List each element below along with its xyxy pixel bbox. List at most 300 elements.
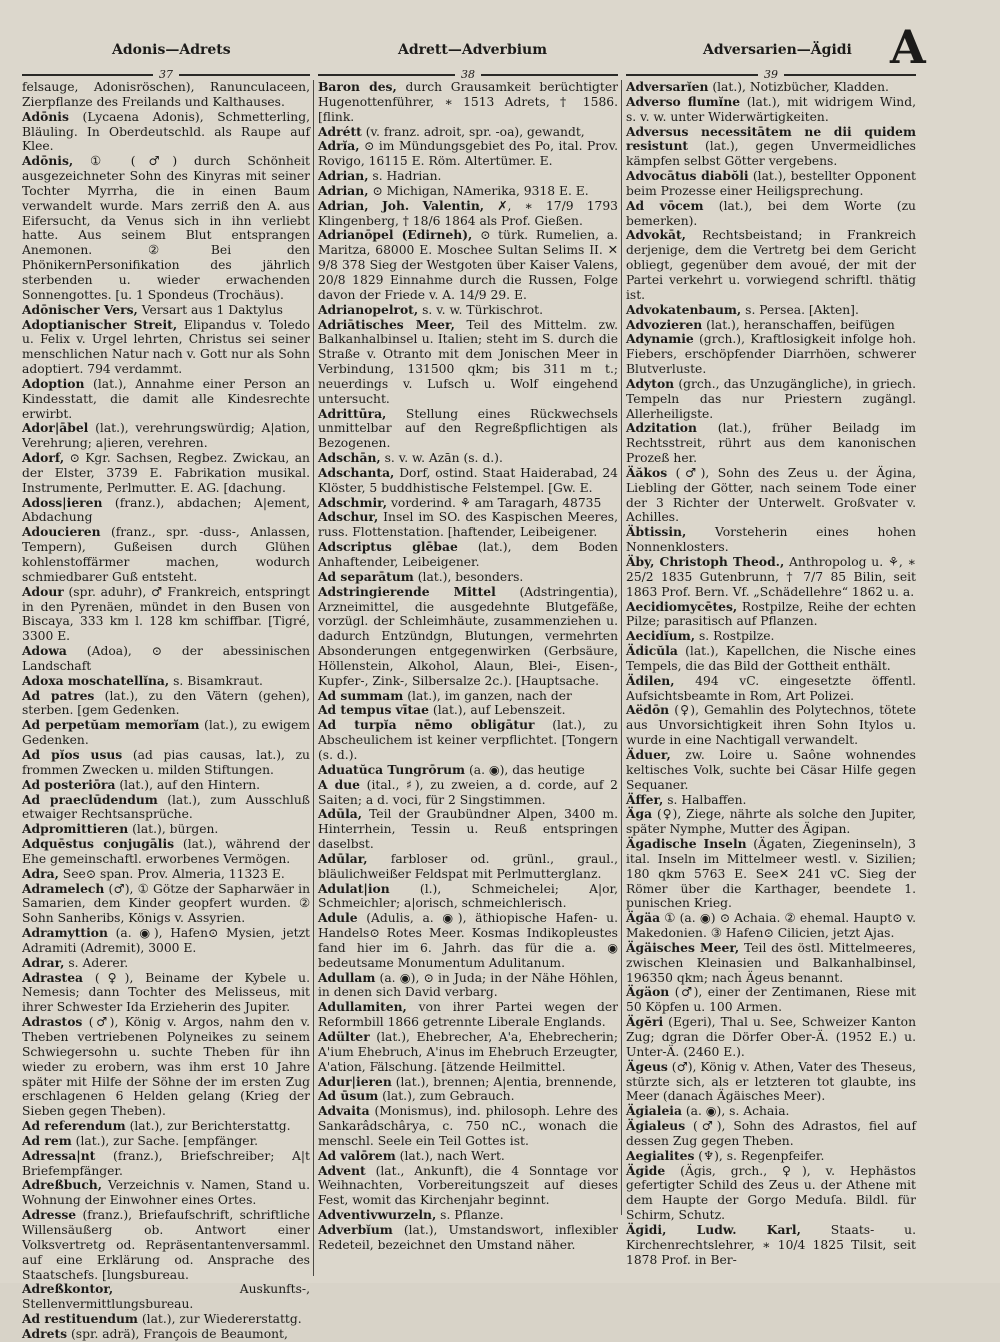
dictionary-entry [22, 644, 310, 674]
section-letter: A [890, 20, 926, 74]
entry-headword: Adrastea [22, 969, 83, 985]
entry-text: Dorf, ostind. Staat Haiderabad, 24 Klöster, 5 buddhistische Felstempel. [Gw. E. [318, 465, 618, 495]
entry-text: s. v. w. Azān (s. d.). [384, 451, 503, 466]
entry-text: (lat.), früher Beiladg im Rechtsstreit, rührt aus dem kanonischen Prozeß her. [626, 421, 916, 466]
dictionary-entry [318, 763, 618, 778]
entry-headword: Ad vōcem [626, 197, 704, 213]
dictionary-entry [22, 80, 310, 110]
dictionary-entry [626, 644, 916, 674]
entry-text: (lat.), während der Ehe gemeinschaftl. erworbenes Vermögen. [22, 837, 310, 866]
dictionary-entry [318, 703, 618, 718]
entry-text: (lat.), im ganzen, nach der [407, 688, 572, 703]
entry-headword: Adoption [22, 375, 85, 391]
dictionary-entry [318, 570, 618, 585]
entry-text: (lat.), brennen; A|entia, brennende, [395, 1074, 617, 1089]
rule-left [318, 74, 455, 76]
entry-text: (a. ◉), Hafen⊙ Mysien, jetzt Adramiti (Adremit), 3000 E. [22, 926, 310, 955]
dictionary-entry [626, 1149, 916, 1164]
column-3 [626, 80, 916, 1276]
entry-text: ⊙ Michigan, NAmerika, 9318 E. E. [372, 183, 589, 198]
rule-right [481, 74, 618, 76]
entry-headword: Äduer, [626, 746, 671, 762]
dictionary-entry [318, 1000, 618, 1030]
entry-headword: Ad ūsum [318, 1088, 379, 1104]
dictionary-entry [22, 318, 310, 377]
dictionary-entry [22, 748, 310, 778]
entry-text: (lat.), gegen Unvermeidliches kämpfen selbst Götter vergebens. [626, 139, 916, 169]
entry-text: (lat.), zur Sache. [empfänger. [75, 1133, 259, 1148]
column-number-1: 37 [159, 68, 173, 81]
entry-text: (Adulis, a. ◉), äthiopische Hafen- u. Handels⊙ Rotes Meer. Kosmas Indikopleustes fand hier im 6. Jahrh. das für die a. ◉ bedeutsame Monumentum Adulitanum. [318, 911, 618, 970]
entry-text: (Ägaten, Ziegeninseln), 3 ital. Inseln im Mittelmeer westl. v. Sizilien; 180 qkm 5763 E. See✕ 241 vC. Sieg der Römer über die Karthager, beendete 1. punischen Krieg. [626, 837, 916, 911]
dictionary-entry [22, 421, 310, 451]
entry-headword: Äga [626, 806, 653, 822]
entry-text: (♂), Sohn des Zeus u. der Ägina, Liebling der Götter, nach seinem Tode einer der 3 Richter der Unterwelt. Großvater v. Achilles. [626, 465, 916, 525]
dictionary-entry [22, 377, 310, 422]
entry-text: (Egeri), Thal u. See, Schweizer Kanton Zug; dgran die Dörfer Ober-Ä. (1952 E.) u. Unter-Ä. (2460 E.). [626, 1015, 916, 1059]
dictionary-entry [318, 466, 618, 496]
entry-headword: Adrian, [318, 182, 369, 198]
entry-text: (grch., das Unzugängliche), in griech. Tempeln das nur Priestern zugängl. Allerheiligste. [626, 376, 916, 421]
entry-headword: Ägäa [626, 910, 661, 926]
dictionary-entry [626, 199, 916, 229]
entry-text: farbloser od. grünl., graul., bläulichweißer Feldspat mit Perlmutterglanz. [318, 851, 618, 881]
dictionary-entry [318, 199, 618, 229]
rule-left [22, 74, 153, 76]
entry-text: Rechtsbeistand; in Frankreich derjenige, dem die Vertretg bei dem Gericht obliegt, gegenüber dem avoué, der mit der Partei verkehrt u. vorwiegend schriftl. thätig ist. [626, 228, 916, 302]
entry-headword: Adoptianischer Streit, [22, 316, 178, 332]
entry-text: (ad pias causas, lat.), zu frommen Zwecken u. milden Stiftungen. [22, 747, 310, 777]
dictionary-entry [318, 184, 618, 199]
entry-text: (♀), Beiname der Kybele u. Nemesis; dann Tochter des Melisseus, mit ihrer Schwester Ida Erzieherin des Jupiter. [22, 970, 310, 1015]
entry-headword: Adresse [22, 1207, 77, 1223]
entry-text: von ihrer Partei wegen der Reformbill 1866 getrennte Liberale Englands. [318, 1000, 618, 1030]
entry-text: durch Grausamkeit berüchtigter Hugenottenführer, ∗ 1513 Adrets, † 1586. [flink. [318, 80, 618, 124]
dictionary-entry [22, 971, 310, 1016]
entry-headword: Adōnis, [22, 153, 74, 169]
entry-text: (Adstringentia), Arzneimittel, die ausgedehnte Blutgefäße, vorzügl. der Schleimhäute, zusammenziehen u. dadurch Entzündgn, Blutungen, vermehrten Absonderungen entgegenwirken (Gerbsäure, Höllenstein, Alkohol, Alaun, Blei-, Eisen-, Kupfer-, Zink-, Silbersalze 2c.). [Hauptsache. [318, 584, 618, 688]
entry-headword: Adschanta, [318, 464, 395, 480]
entry-text: (♂), König v. Athen, Vater des Theseus, stürzte sich, als er letzteren tot glaubte, ins Meer (danach Ägäisches Meer). [626, 1059, 916, 1104]
entry-text: (lat.), dem Boden Anhaftender, Leibeigener. [318, 540, 618, 569]
entry-text: s. Hadrian. [372, 169, 442, 184]
entry-text: (♂), ① Götze der Sapharwäer in Samarien, dem Kinder geopfert wurden. ② Sohn Sanheribs, Königs v. Assyrien. [22, 881, 310, 926]
entry-headword: Adūla, [318, 806, 362, 822]
entry-headword: Adverbĭum [318, 1221, 393, 1237]
dictionary-entry [626, 318, 916, 333]
entry-text: (a. ◉), s. Achaia. [685, 1104, 790, 1119]
entry-headword: Ägäisches Meer, [626, 939, 740, 955]
dictionary-entry [626, 421, 916, 466]
entry-text: s. Aderer. [68, 955, 129, 970]
entry-headword: Adrian, [318, 168, 369, 184]
entry-headword: Äăkos [626, 464, 668, 480]
entry-text: (lat.), heranschaffen, beifügen [706, 317, 895, 332]
entry-headword: Ad tempus vītae [318, 702, 429, 718]
entry-text: Teil des Mittelm. zw. Balkanhalbinsel u. Italien; steht im S. durch die Straße v. Otranto mit dem Jonischen Meer in Verbindung, 131500 qkm; bis 311 m t.; neuerdings v. Lufsch u. Wolf eingehend untersucht. [318, 317, 618, 406]
dictionary-entry [22, 882, 310, 927]
entry-text: Auskunfts-, Stellenvermittlungsbureau. [22, 1282, 310, 1312]
entry-headword: Adōnis [22, 108, 69, 124]
entry-text: (lat., Ankunft), die 4 Sonntage vor Weihnachten, Vorbereitungszeit auf dieses Fest, womit das Kirchenjahr beginnt. [318, 1163, 618, 1208]
dictionary-entry [626, 95, 916, 125]
entry-text: (lat.), auf den Hintern. [119, 777, 261, 792]
dictionary-entry [318, 318, 618, 407]
dictionary-entry [626, 377, 916, 422]
entry-text: (franz.), Briefaufschrift, schriftliche Willensäußerg ob. Antwort einer Volksvertretg od. Repräsentantenversamml. auf eine Erklärung od. Ansprache des Staatschefs. [lungsbureau. [22, 1208, 310, 1282]
entry-headword: Adoxa moschatellĭna, [22, 672, 170, 688]
dictionary-entry [318, 169, 618, 184]
dictionary-entry [318, 510, 618, 540]
entry-text: (lat.), besonders. [417, 569, 524, 584]
dictionary-entry [22, 1327, 310, 1342]
entry-headword: Ägadische Inseln [626, 836, 747, 852]
dictionary-entry [22, 867, 310, 882]
entry-headword: Adynamie [626, 331, 694, 347]
entry-text: Elipandus v. Toledo u. Felix v. Urgel lehrten, Christus sei seiner menschlichen Natur nach v. Gott nur als Sohn adoptiert. 794 verdammt. [22, 317, 310, 377]
entry-text: (lat.), Notizbücher, Kladden. [712, 80, 889, 94]
entry-text: s. Persea. [Akten]. [745, 302, 859, 317]
entry-text: (ital., ♯), zu zweien, a d. corde, auf 2 Saiten; a d. voci, für 2 Singstimmen. [318, 777, 618, 807]
dictionary-entry [22, 154, 310, 302]
dictionary-entry [318, 585, 618, 689]
dictionary-entry [22, 1119, 310, 1134]
running-head-right: Adversarien—Ägidi [703, 42, 852, 58]
column-divider-2 [621, 80, 622, 1215]
entry-text: Stellung eines Rückwechsels unmittelbar auf den Regreßpflichtigen als Bezogenen. [318, 406, 618, 451]
dictionary-entry [318, 882, 618, 912]
dictionary-entry [318, 1223, 618, 1253]
entry-headword: Adōnischer Vers, [22, 301, 138, 317]
dictionary-entry [626, 807, 916, 837]
entry-text: (grch.), Kraftlosigkeit infolge hoh. Fiebers, erschöpfender Diarrhöen, schwerer Blutverluste. [626, 332, 916, 377]
dictionary-entry [626, 1164, 916, 1223]
dictionary-entry [626, 1060, 916, 1105]
dictionary-entry [22, 778, 310, 793]
entry-text: s. v. w. Türkischrot. [422, 302, 544, 317]
entry-text: ① (♂) durch Schönheit ausgezeichneter Sohn des Kinyras mit seiner Tochter Myrrha, die in einen Baum verwandelt wurde. Mars zerriß den A. aus Eifersucht, da Venus sich in ihn verliebt hatte. Aus seinem Blut entsprangen Anemonen. ②Bei den PhönikernPersonifikation des jährlich sterbenden u. wieder erwachenden Sonnengottes. [u. 1 Spondeus (Trochäus). [22, 154, 310, 302]
entry-headword: Ad praeclūdendum [22, 791, 158, 807]
dictionary-entry [22, 837, 310, 867]
entry-text: 494 vC. eingesetzte öffentl. Aufsichtsbeamte in Rom, Art Polizei. [626, 673, 916, 703]
entry-headword: Ad turpĭa nēmo obligātur [318, 717, 535, 733]
dictionary-entry [626, 674, 916, 704]
dictionary-entry [626, 80, 916, 95]
entry-headword: Adrĭa, [318, 138, 360, 154]
dictionary-entry [22, 525, 310, 584]
entry-headword: Adreßbuch, [22, 1177, 103, 1193]
entry-text: (franz., spr. -duss-, Anlassen, Tempern), Gußeisen durch Glühen kohlenstoffärmer machen, wodurch schmiedbarer Guß entsteht. [22, 525, 310, 584]
entry-text: (♀), Ziege, nährte als solche den Jupiter, später Nymphe, Mutter des Ägipan. [626, 807, 916, 837]
entry-headword: Adule [318, 910, 358, 926]
entry-text: (spr. aduhr), ♂ Frankreich, entspringt in den Pyrenäen, mündet in den Busen von Biscaya, 333 km l. 128 km schiffbar. [Tigré, 3300 E. [22, 584, 310, 644]
entry-text: (lat.), Umstandswort, inflexibler Redeteil, bezeichnet den Umstand näher. [318, 1222, 618, 1252]
dictionary-entry [626, 985, 916, 1015]
entry-headword: Adreßkontor, [22, 1281, 114, 1297]
entry-headword: Adrianōpel (Edirneh), [318, 227, 473, 243]
entry-text: (lat.), zu Abscheulichem ist keiner verpflichtet. [Tongern (s. d.). [318, 718, 618, 762]
entry-text: (♂), Sohn des Adrastos, fiel auf dessen Zug gegen Theben. [626, 1119, 916, 1148]
entry-headword: Ägĕri [626, 1014, 664, 1030]
entry-text: (lat.), zum Ausschluß etwaiger Rechtsansprüche. [22, 792, 310, 822]
entry-headword: Adyton [626, 375, 675, 391]
entry-headword: Adquēstus conjugālis [22, 836, 175, 852]
entry-headword: Ad restituendum [22, 1311, 138, 1327]
entry-text: (franz.), abdachen; A|ement, Abdachung [22, 495, 310, 525]
entry-headword: Advaita [318, 1103, 370, 1119]
dictionary-entry [318, 125, 618, 140]
dictionary-entry [626, 703, 916, 748]
entry-headword: Aëdōn [626, 702, 670, 718]
entry-headword: Ad patres [22, 687, 95, 703]
entry-headword: Adzitation [626, 420, 697, 436]
dictionary-entry [626, 125, 916, 170]
entry-headword: Ägide [626, 1162, 666, 1178]
entry-text: (a. ◉), ⊙ in Juda; in der Nähe Höhlen, in denen sich David verbarg. [318, 970, 618, 1000]
dictionary-entry [22, 303, 310, 318]
dictionary-entry [318, 228, 618, 302]
entry-headword: Baron des, [318, 79, 397, 94]
dictionary-entry [318, 451, 618, 466]
entry-headword: Adrittūra, [318, 405, 387, 421]
entry-text: (lat.), zur Berichterstattg. [129, 1119, 291, 1134]
entry-headword: Ad separātum [318, 568, 414, 584]
entry-text: (lat.), Kapellchen, die Nische eines Tempels, die das Bild der Gottheit enthält. [626, 644, 916, 673]
dictionary-entry [318, 1149, 618, 1164]
entry-headword: Adrastos [22, 1014, 83, 1030]
entry-headword: Adülter [318, 1029, 370, 1044]
entry-headword: Adschur, [318, 509, 379, 525]
dictionary-entry [318, 1104, 618, 1149]
entry-text: (lat.), nach Wert. [399, 1148, 505, 1163]
entry-headword: Äffer, [626, 791, 664, 807]
entry-headword: Aecidĭum, [626, 628, 696, 644]
entry-headword: Ad referendum [22, 1118, 126, 1134]
entry-headword: Ad perpetŭam memorĭam [22, 717, 200, 733]
entry-headword: Adrian, Joh. Valentin, [318, 197, 485, 213]
entry-headword: Adoss|ieren [22, 494, 103, 510]
dictionary-entry [22, 674, 310, 689]
dictionary-entry [318, 303, 618, 318]
dictionary-entry [22, 793, 310, 823]
column-divider-1 [313, 80, 314, 1276]
entry-headword: Adscriptus glēbae [318, 539, 458, 555]
running-head-center: Adrett—Adverbium [398, 42, 548, 58]
dictionary-entry [22, 1015, 310, 1119]
entry-headword: Adulat|ion [318, 880, 390, 896]
entry-headword: Ädicŭla [626, 643, 678, 659]
dictionary-entry [626, 1104, 916, 1119]
dictionary-entry [318, 540, 618, 570]
dictionary-entry [318, 139, 618, 169]
dictionary-entry [22, 1208, 310, 1282]
entry-headword: Adriātisches Meer, [318, 316, 455, 332]
entry-text: (lat.), bei dem Worte (zu bemerken). [626, 198, 916, 228]
entry-headword: Adventivwurzeln, [318, 1207, 437, 1223]
entry-headword: Adūlar, [318, 850, 368, 866]
entry-text: Teil des östl. Mittelmeeres, zwischen Kleinasien und Balkanhalbinsel, 196350 qkm; nach Ägeus benannt. [626, 940, 916, 985]
entry-headword: Äby, Christoph Theod., [626, 554, 785, 569]
entry-text: (lat.), zu den Vätern (gehen), sterben. [gem Gedenken. [22, 688, 310, 718]
entry-text: (Lycaena Adonis), Schmetterling, Bläuling. In Oberdeutschld. als Raupe auf Klee. [22, 109, 310, 154]
entry-text: (lat.), mit widrigem Wind, s. v. w. unter Widerwärtigkeiten. [626, 94, 916, 124]
entry-headword: Adorf, [22, 450, 65, 466]
running-head-left: Adonis—Adrets [112, 42, 231, 58]
entry-text: Versart aus 1 Daktylus [141, 302, 283, 317]
column-2 [318, 79, 618, 1252]
entry-headword: Adrets [22, 1325, 68, 1341]
rule-left [626, 74, 758, 76]
entry-text: (spr. adrä), François de Beaumont, [70, 1326, 288, 1341]
rule-right [784, 74, 916, 76]
entry-headword: Adschān, [318, 450, 381, 466]
dictionary-entry [22, 689, 310, 719]
entry-text: (lat.), verehrungswürdig; A|ation, Verehrung; a|ieren, verehren. [22, 421, 310, 451]
entry-headword: Ägialeus [626, 1118, 686, 1134]
dictionary-entry [22, 1149, 310, 1179]
entry-headword: Ad posteriōra [22, 776, 116, 792]
entry-text: Staats- u. Kirchenrechtslehrer, ∗ 10/4 1825 Tilsit, seit 1878 Prof. in Ber- [626, 1222, 916, 1267]
dictionary-entry [318, 80, 618, 125]
entry-headword: Adstringierende Mittel [318, 583, 496, 599]
entry-headword: Adschmir, [318, 494, 388, 510]
entry-text: (lat.), zum Gebrauch. [382, 1089, 515, 1104]
dictionary-entry [318, 1075, 618, 1090]
entry-text: (a. ◉), das heutige [468, 762, 585, 777]
entry-text: ⊙ türk. Rumelien, a. Maritza, 68000 E. Moschee Sultan Selims II. ✕ 9/8 378 Sieg der Westgoten über Kaiser Valens, 20/8 1829 Einnahme durch die Russen, Folge davon der Friede v. A. 14/9 29. E. [318, 228, 618, 302]
dictionary-entry [318, 496, 618, 511]
entry-headword: Adverso flumĭne [626, 93, 741, 109]
entry-text: Anthropolog u. ⚘, ∗ 25/2 1835 Gutenbrunn, † 7/7 85 Bilin, seit 1863 Prof. Bern. Vf. „Schädellehre“ 1862 u. a. [626, 555, 916, 599]
entry-headword: Advozieren [626, 316, 703, 332]
entry-text: (lat.), Ehebrecher, A'a, Ehebrecherin; A'ium Ehebruch, A'inus im Ehebruch Erzeugter, A'ation, Fälschung. [ätzende Heilmittel. [318, 1030, 618, 1074]
entry-headword: Adur|ieren [318, 1073, 392, 1089]
entry-headword: Ad pĭos usus [22, 746, 123, 762]
entry-text: (v. franz. adroit, spr. -oa), gewandt, [365, 124, 585, 139]
entry-headword: Adversus necessitātem ne dii quidem resistunt [626, 123, 916, 154]
entry-text: (lat.), Annahme einer Person an Kindesstatt, die damit alle Kindesrechte erwirbt. [22, 376, 310, 421]
entry-headword: A due [318, 776, 360, 792]
dictionary-entry [318, 1208, 618, 1223]
entry-headword: Adpromittieren [22, 821, 129, 837]
entry-headword: Aegialites [626, 1147, 695, 1163]
column-number-2: 38 [461, 68, 475, 81]
entry-text: (lat.), auf Lebenszeit. [432, 703, 566, 718]
entry-text: (lat.), bestellter Opponent beim Prozesse einer Heiligsprechung. [626, 169, 916, 198]
dictionary-entry [626, 837, 916, 911]
entry-headword: Adrétt [318, 123, 362, 139]
entry-headword: Äbtissin, [626, 524, 687, 540]
dictionary-entry [318, 911, 618, 970]
dictionary-entry [318, 971, 618, 1001]
dictionary-entry [318, 407, 618, 452]
entry-text: vorderind. ⚘ am Taragarh, 48735 [390, 495, 602, 510]
entry-text: (lat.), zur Wiedererstattg. [141, 1312, 302, 1327]
dictionary-entry [626, 911, 916, 941]
entry-text: (♂), König v. Argos, nahm den v. Theben vertriebenen Polyneikes zu seinem Schwiegersohn u. suchte Theben für ihn wieder zu erobern, was ihm erst 10 Jahre später mit Hilfe der Söhne der im ersten Zug erschlagenen 6 Helden gelang (Krieg der Sieben gegen Theben). [22, 1015, 310, 1119]
entry-text: (lat.), bürgen. [132, 822, 219, 837]
entry-headword: Ädilen, [626, 672, 675, 688]
entry-text: s. Bisamkraut. [173, 673, 263, 688]
dictionary-entry [22, 585, 310, 644]
entry-headword: Ad valōrem [318, 1147, 396, 1163]
dictionary-entry [22, 926, 310, 956]
entry-headword: Adullamiten, [318, 999, 407, 1015]
entry-headword: Adrar, [22, 954, 65, 970]
entry-headword: Advocātus diabŏli [626, 168, 749, 184]
entry-text: Rostpilze, Reihe der echten Pilze; parasitisch auf Pflanzen. [626, 599, 916, 629]
dictionary-entry [626, 748, 916, 793]
entry-text: ⊙ Kgr. Sachsen, Regbez. Zwickau, an der Elster, 3739 E. Fabrikation musikal. Instrumente, Perlmutter. E. AG. [dachung. [22, 451, 310, 495]
dictionary-entry [626, 332, 916, 377]
entry-text: (Adoa), ⊙ der abessinischen Landschaft [22, 644, 310, 673]
dictionary-entry [22, 110, 310, 155]
entry-headword: Advokāt, [626, 227, 686, 243]
dictionary-entry [22, 718, 310, 748]
dictionary-entry [626, 1119, 916, 1149]
entry-text: (♀), Gemahlin des Polytechnos, tötete aus Unvorsichtigkeit ihren Sohn Itylos u. wurde in eine Nachtigall verwandelt. [626, 703, 916, 748]
dictionary-entry [22, 956, 310, 971]
entry-headword: Ägäon [626, 984, 670, 1000]
dictionary-entry [626, 525, 916, 555]
dictionary-entry [22, 1134, 310, 1149]
entry-headword: Advokatenbaum, [626, 301, 742, 317]
entry-text: (♂), einer der Zentimanen, Riese mit 50 Köpfen u. 100 Armen. [626, 985, 916, 1015]
dictionary-entry [626, 1223, 916, 1268]
entry-headword: Adressa|nt [22, 1147, 96, 1163]
dictionary-entry [626, 629, 916, 644]
dictionary-entry [318, 778, 618, 808]
dictionary-entry [318, 689, 618, 704]
dictionary-entry [22, 496, 310, 526]
dictionary-entry [22, 451, 310, 496]
entry-headword: Adrianopelrot, [318, 301, 419, 317]
entry-headword: Adoucieren [22, 524, 101, 540]
entry-text: ⊙ im Mündungsgebiet des Po, ital. Prov. Rovigo, 16115 E. Röm. Altertümer. E. [318, 139, 618, 169]
entry-text: (franz.), Briefschreiber; A|t Briefempfänger. [22, 1148, 310, 1178]
entry-text: Verzeichnis v. Namen, Stand u. Wohnung der Einwohner eines Ortes. [22, 1178, 310, 1208]
dictionary-entry [318, 1089, 618, 1104]
rule-right [179, 74, 310, 76]
entry-headword: Advent [318, 1162, 366, 1178]
column-number-3: 39 [764, 68, 778, 81]
dictionary-entry [318, 1164, 618, 1209]
entry-headword: Ad rem [22, 1132, 72, 1148]
entry-text: (lat.), zu ewigem Gedenken. [22, 718, 310, 748]
entry-text: (Monismus), ind. philosoph. Lehre des Sankarâdschârya, c. 750 nC., wonach die menschl. Seele ein Teil Gottes ist. [318, 1104, 618, 1148]
dictionary-entry [626, 600, 916, 630]
entry-text: ✗, ∗ 17/9 1793 Klingenberg, † 18/6 1864 als Prof. Gießen. [318, 198, 618, 228]
dictionary-entry [22, 1178, 310, 1208]
entry-text: Teil der Graubündner Alpen, 3400 m. Hinterrhein, Tessin u. Reuß entspringen daselbst. [318, 807, 618, 852]
dictionary-entry [626, 793, 916, 808]
entry-text: s. Halbaffen. [667, 792, 747, 807]
entry-headword: Ador|ābel [22, 420, 89, 436]
entry-text: (♆), s. Regenpfeifer. [698, 1148, 825, 1163]
entry-text: (l.), Schmeichelei; A|or, Schmeichler; a|orisch, schmeichlerisch. [318, 881, 618, 911]
dictionary-entry [22, 1312, 310, 1327]
entry-headword: Ägeus [626, 1058, 668, 1074]
entry-headword: Ägialeia [626, 1103, 682, 1119]
dictionary-entry [626, 941, 916, 986]
entry-text: s. Pflanze. [440, 1208, 504, 1223]
dictionary-entry [626, 169, 916, 199]
dictionary-entry [318, 852, 618, 882]
entry-text: Insel im SO. des Kaspischen Meeres, russ. Flottenstation. [haftender, Leibeigener. [318, 510, 618, 540]
entry-text: felsauge, Adonisröschen), Ranunculaceen, Zierpflanze des Freilands und Kalthauses. [22, 80, 310, 109]
column-1 [22, 80, 310, 1341]
dictionary-entry [626, 1015, 916, 1060]
